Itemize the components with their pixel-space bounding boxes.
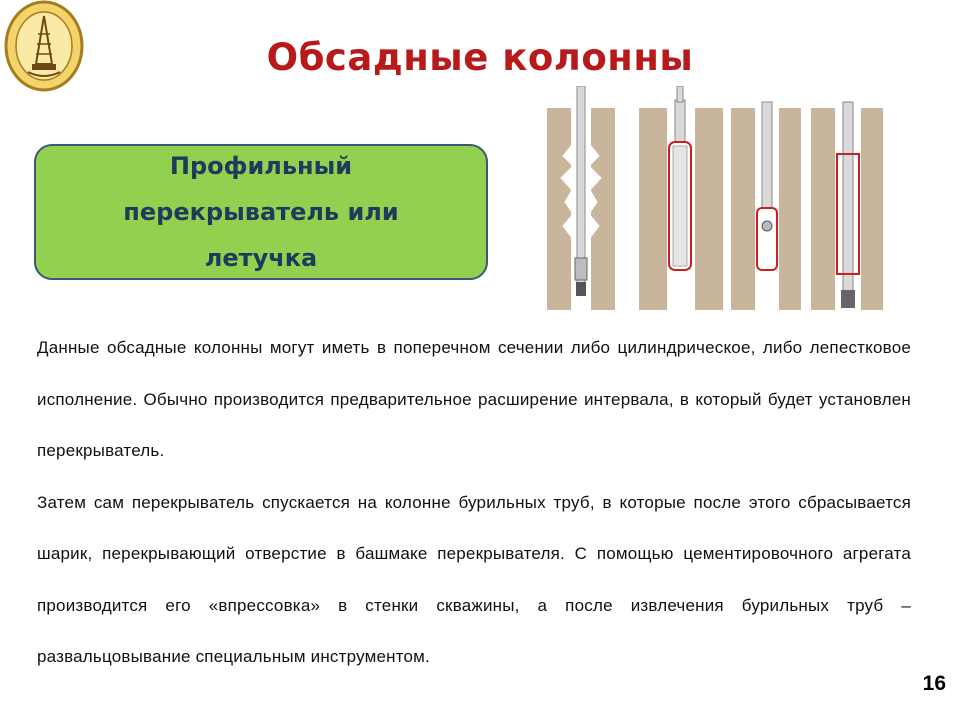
liner-installation-illustration <box>545 86 885 336</box>
highlight-box-text: Профильный перекрыватель или летучка <box>123 152 399 272</box>
page-number: 16 <box>922 672 946 695</box>
stage-2-illustration <box>639 86 723 310</box>
stage-1-illustration <box>547 86 615 310</box>
stage-4-illustration <box>811 102 883 310</box>
logo-emblem-icon <box>2 0 86 96</box>
body-text <box>37 322 911 683</box>
stage-3-illustration <box>731 102 801 310</box>
page-title: Обсадные колонны <box>266 36 694 79</box>
highlight-box <box>34 144 488 280</box>
paragraph-2: Затем сам перекрыватель спускается на колонне бурильных труб, в которые после этого сбрасывается шарик, перекрывающий отверстие в башмаке перекрывателя. С помощью цементировочного агрегата производится его «впрессовка» в стенки скважины, а после извлечения бурильных труб – развальцовывание специальным инструментом. <box>37 492 911 666</box>
paragraph-1: Данные обсадные колонны могут иметь в поперечном сечении либо цилиндрическое, либо лепестковое исполнение. Обычно производится предварительное расширение интервала, в который будет установлен перекрыватель. <box>37 338 911 460</box>
